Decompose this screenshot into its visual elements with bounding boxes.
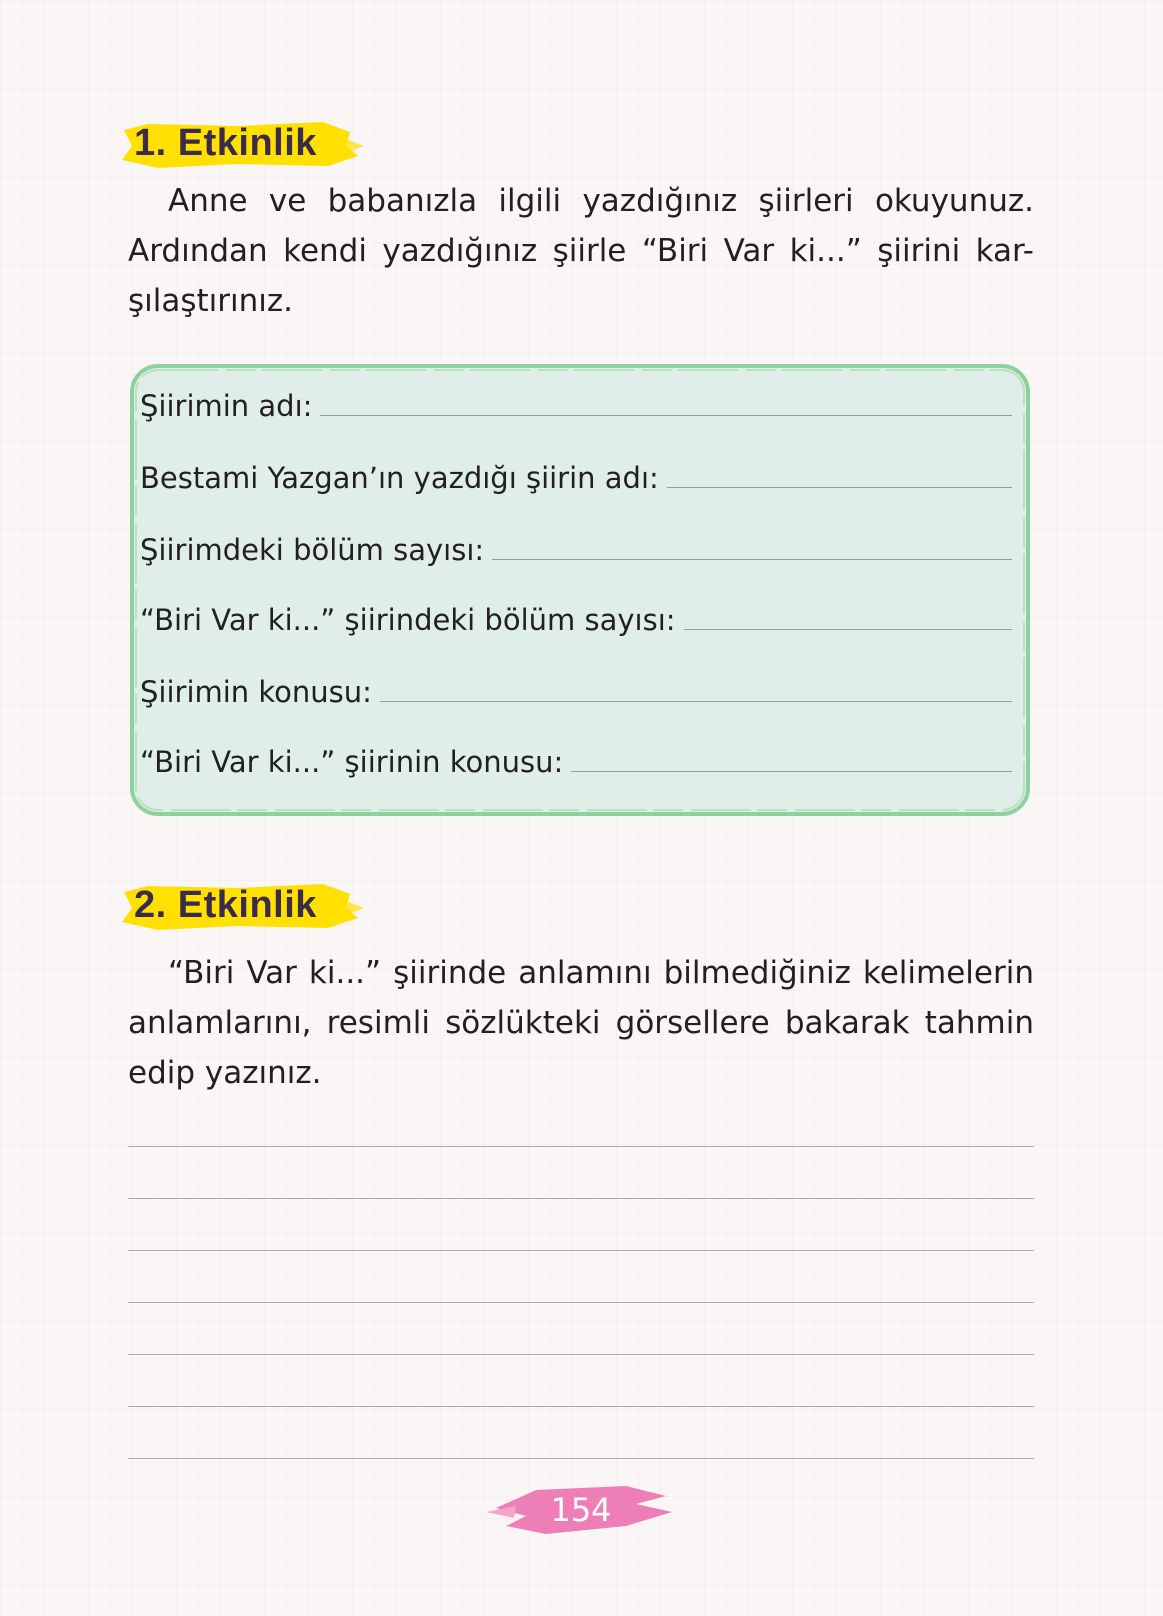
field-yazgan-poem-title [140,452,1012,496]
activity-1-title: 1. Etkinlik [134,122,317,164]
page-number-badge [486,1482,676,1538]
field-label: Şiirimin adı: [140,389,313,423]
field-biri-var-ki-topic [140,736,1012,780]
answer-line[interactable] [684,628,1012,630]
answer-line[interactable] [128,1354,1034,1355]
activity-1-heading [118,116,368,174]
answer-line[interactable] [320,414,1012,416]
field-label: Bestami Yazgan’ın yazdığı şiirin adı: [140,461,659,495]
field-my-poem-stanza-count [140,524,1012,568]
field-biri-var-ki-stanza-count [140,594,1012,638]
answer-line[interactable] [128,1250,1034,1251]
field-my-poem-topic [140,666,1012,710]
field-my-poem-title [140,380,1012,424]
answer-line[interactable] [128,1198,1034,1199]
field-label: Şiirimin konusu: [140,675,372,709]
activity-2-instruction: “Biri Var ki...” şiirinde anlamını bilmediğiniz kelimelerin anlamlarını, resimli sözlükteki görsellere bakarak tahmin edip yazınız. [128,955,1034,1091]
answer-line[interactable] [380,700,1012,702]
answer-line[interactable] [128,1406,1034,1407]
page-number: 154 [550,1491,612,1529]
answer-line[interactable] [128,1458,1034,1459]
answer-line[interactable] [492,558,1012,560]
answer-line[interactable] [128,1302,1034,1303]
activity-1-instruction: Anne ve babanızla ilgili yazdığınız şiirleri okuyunuz. Ardından kendi yazdığınız şiirle “Biri Var ki...” şiirini kar-şılaştırınız. [128,183,1034,319]
field-label: “Biri Var ki...” şiirinin konusu: [140,745,564,779]
activity-2-heading [118,878,368,936]
poem-comparison-box [126,360,1034,820]
field-label: “Biri Var ki...” şiirindeki bölüm sayısı: [140,603,676,637]
answer-line[interactable] [571,770,1012,772]
activity-2-title: 2. Etkinlik [134,884,317,926]
answer-line[interactable] [667,486,1012,488]
field-label: Şiirimdeki bölüm sayısı: [140,533,485,567]
answer-line[interactable] [128,1146,1034,1147]
